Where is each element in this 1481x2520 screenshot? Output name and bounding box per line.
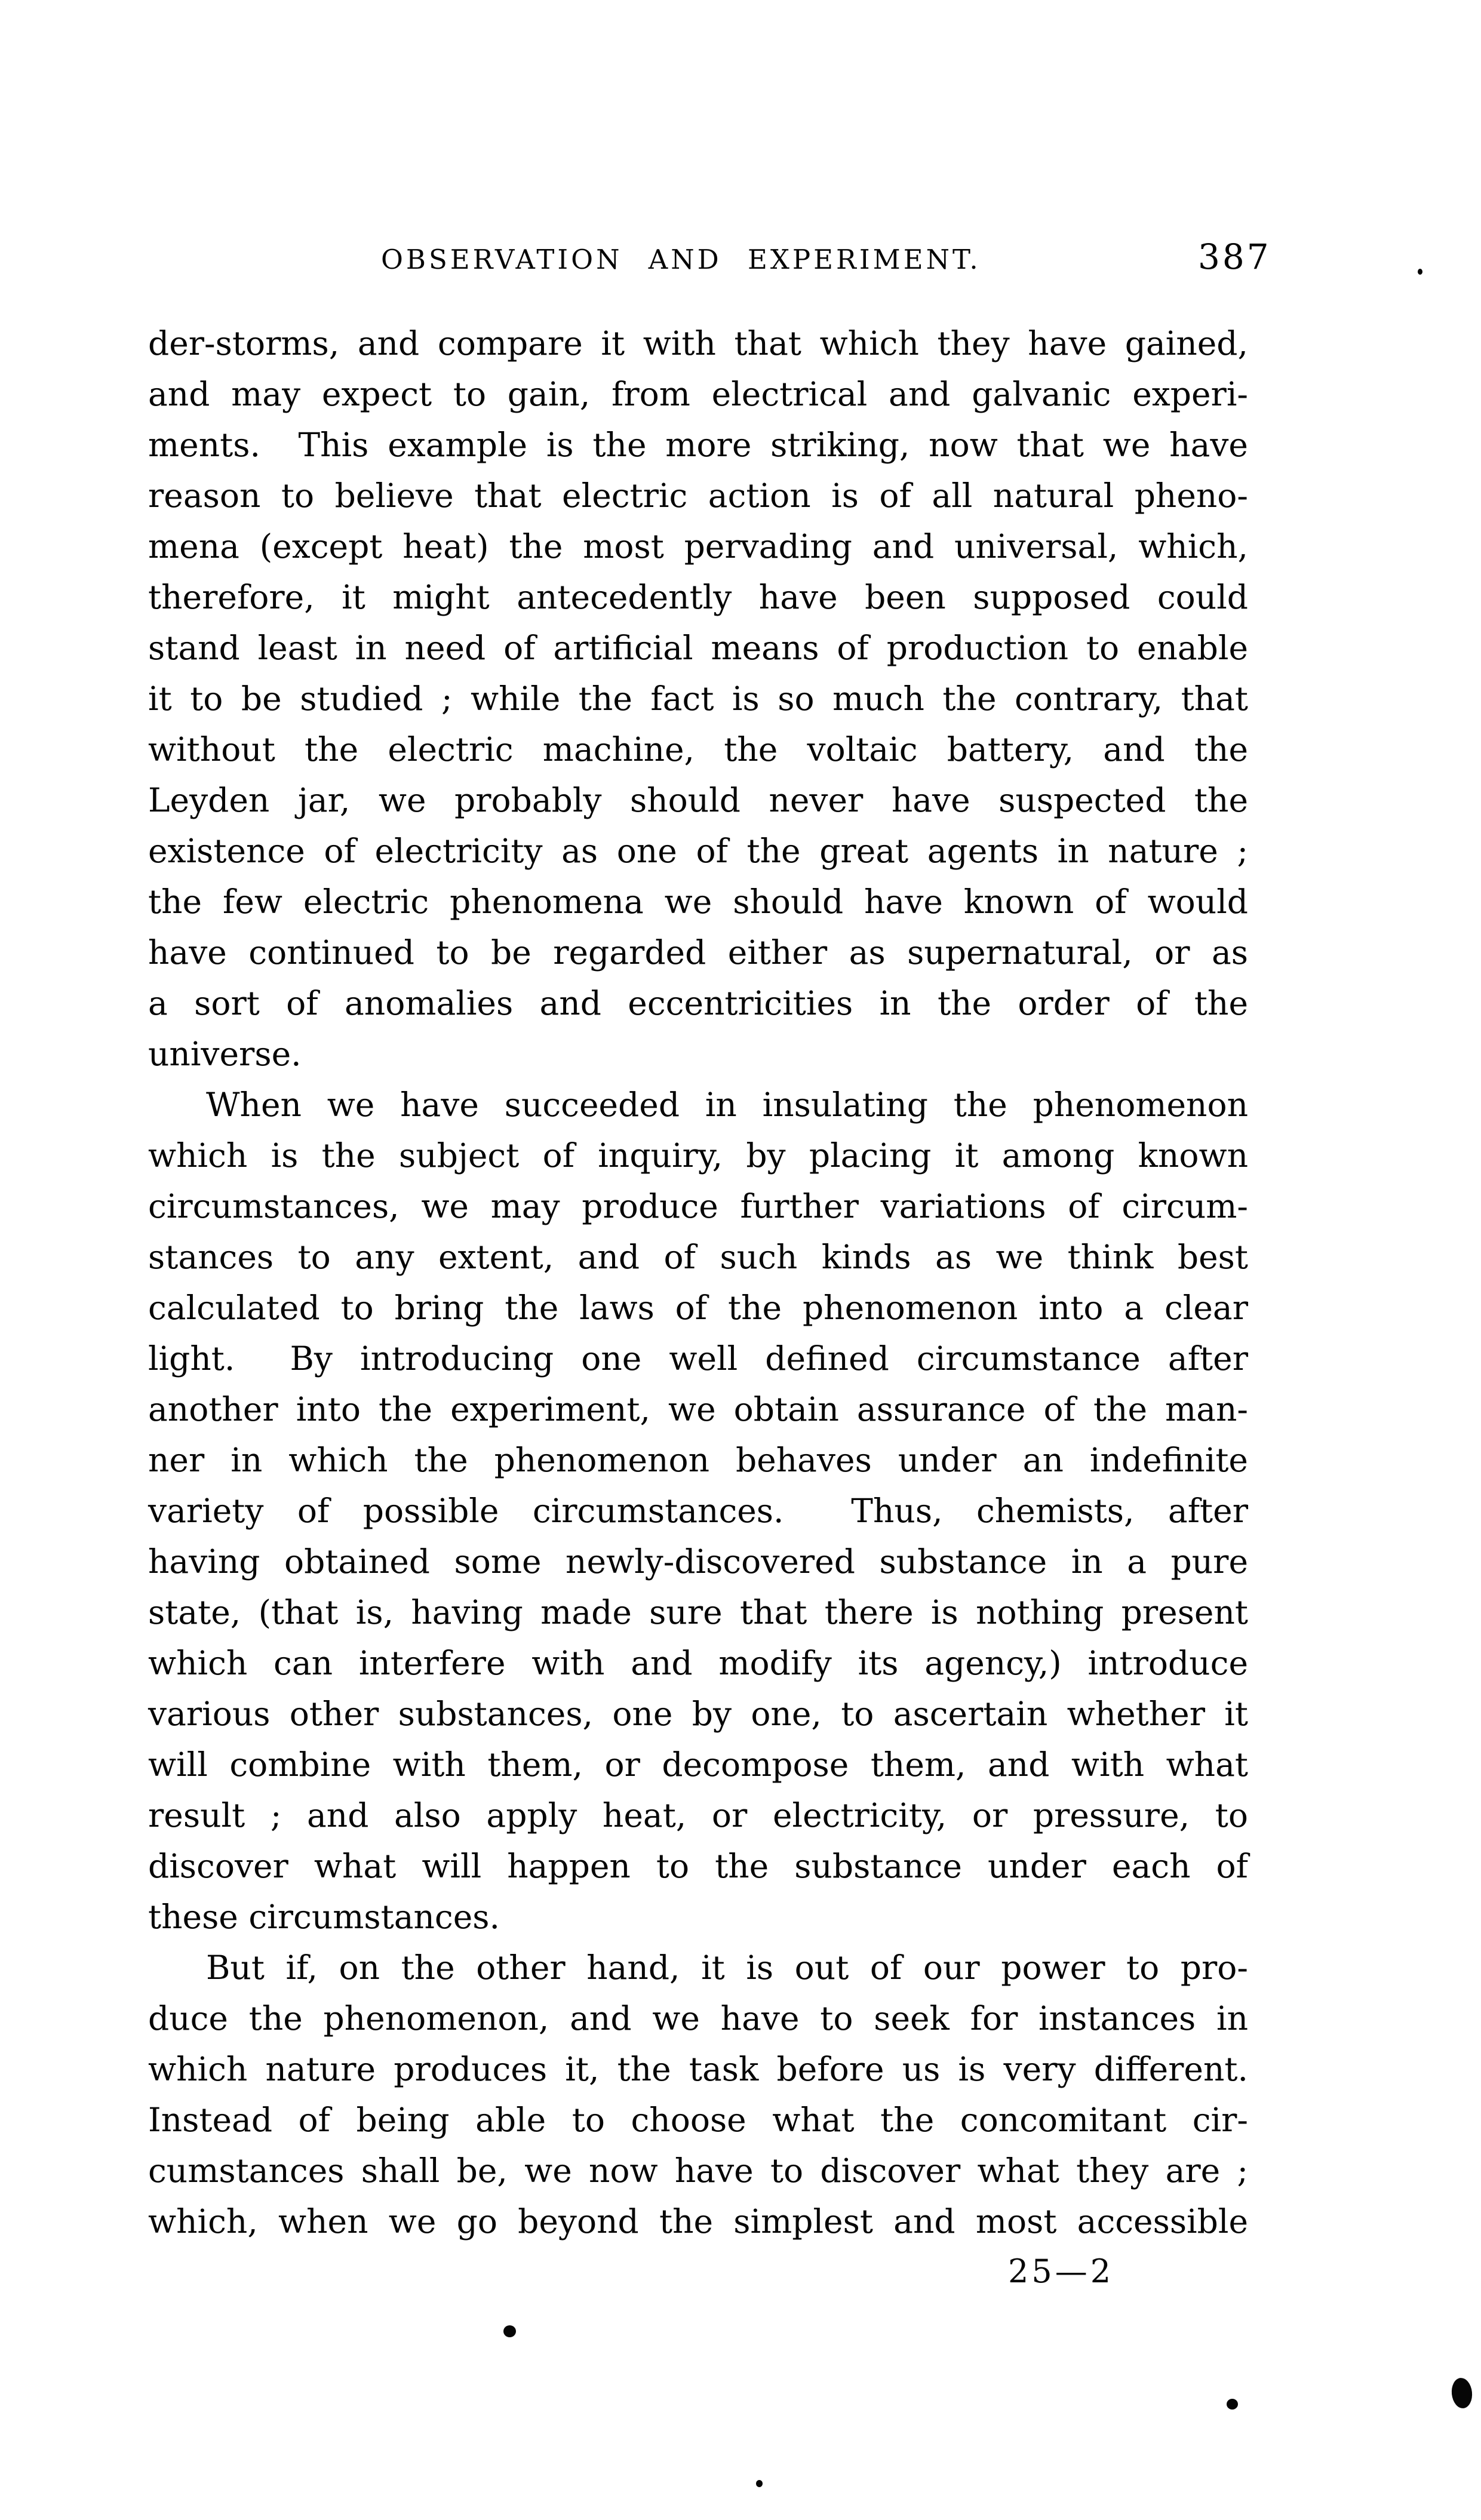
text-line: the few electric phenomena we should have known of would — [148, 883, 1248, 921]
ink-speck — [503, 2325, 516, 2337]
text-line: But if, on the other hand, it is out of our power to pro- — [206, 1949, 1248, 1987]
text-line: which nature produces it, the task before us is very different. — [148, 2050, 1248, 2088]
text-line: another into the experiment, we obtain assurance of the man- — [148, 1390, 1248, 1428]
text-line: have continued to be regarded either as supernatural, or as — [148, 933, 1248, 972]
text-line: and may expect to gain, from electrical and galvanic experi- — [148, 375, 1248, 413]
text-line: mena (except heat) the most pervading and universal, which, — [148, 527, 1248, 566]
text-line: cumstances shall be, we now have to discover what they are ; — [148, 2152, 1248, 2190]
text-line: which, when we go beyond the simplest and most accessible — [148, 2202, 1248, 2241]
text-line: der-storms, and compare it with that which they have gained, — [148, 324, 1248, 362]
text-line: these circumstances. — [148, 1898, 500, 1936]
text-line: calculated to bring the laws of the phenomenon into a clear — [148, 1289, 1248, 1327]
text-line: reason to believe that electric action is of all natural pheno- — [148, 477, 1248, 515]
ink-speck — [1227, 2399, 1238, 2410]
running-header-title: OBSERVATION AND EXPERIMENT. — [381, 244, 981, 275]
ink-speck — [1450, 2377, 1473, 2409]
text-line: circumstances, we may produce further variations of circum- — [148, 1187, 1248, 1225]
text-line: various other substances, one by one, to ascertain whether it — [148, 1695, 1248, 1733]
text-line: which is the subject of inquiry, by placing it among known — [148, 1136, 1248, 1175]
text-line: it to be studied ; while the fact is so much the contrary, that — [148, 680, 1248, 718]
text-line: light. By introducing one well defined circumstance after — [148, 1339, 1248, 1378]
text-line: therefore, it might antecedently have been supposed could — [148, 578, 1248, 616]
page-number: 387 — [1198, 236, 1271, 277]
text-line: ner in which the phenomenon behaves under an indefinite — [148, 1441, 1248, 1479]
text-line: universe. — [148, 1035, 302, 1073]
ink-speck — [1418, 269, 1422, 275]
text-line: will combine with them, or decompose them, and with what — [148, 1745, 1248, 1784]
text-line: ments. This example is the more striking, now that we have — [148, 426, 1248, 464]
text-line: duce the phenomenon, and we have to seek for instances in — [148, 1999, 1248, 2037]
text-line: existence of electricity as one of the great agents in nature ; — [148, 832, 1248, 870]
text-line: which can interfere with and modify its agency,) introduce — [148, 1644, 1248, 1682]
text-line: When we have succeeded in insulating the phenomenon — [206, 1086, 1248, 1124]
text-line: Instead of being able to choose what the concomitant cir- — [148, 2101, 1248, 2139]
text-line: state, (that is, having made sure that there is nothing present — [148, 1593, 1248, 1631]
ink-speck — [756, 2480, 763, 2487]
text-line: result ; and also apply heat, or electricity, or pressure, to — [148, 1796, 1248, 1834]
text-line: stances to any extent, and of such kinds as we think best — [148, 1238, 1248, 1276]
text-line: variety of possible circumstances. Thus, chemists, after — [148, 1492, 1248, 1530]
text-line: Leyden jar, we probably should never have suspected the — [148, 781, 1248, 819]
text-line: discover what will happen to the substance under each of — [148, 1847, 1248, 1885]
signature-mark: 25—2 — [1008, 2252, 1114, 2290]
text-line: a sort of anomalies and eccentricities in the order of the — [148, 984, 1248, 1022]
text-line: without the electric machine, the voltaic battery, and the — [148, 730, 1248, 769]
text-line: having obtained some newly-discovered substance in a pure — [148, 1542, 1248, 1581]
text-block — [148, 318, 1248, 2247]
text-line: stand least in need of artificial means of production to enable — [148, 629, 1248, 667]
